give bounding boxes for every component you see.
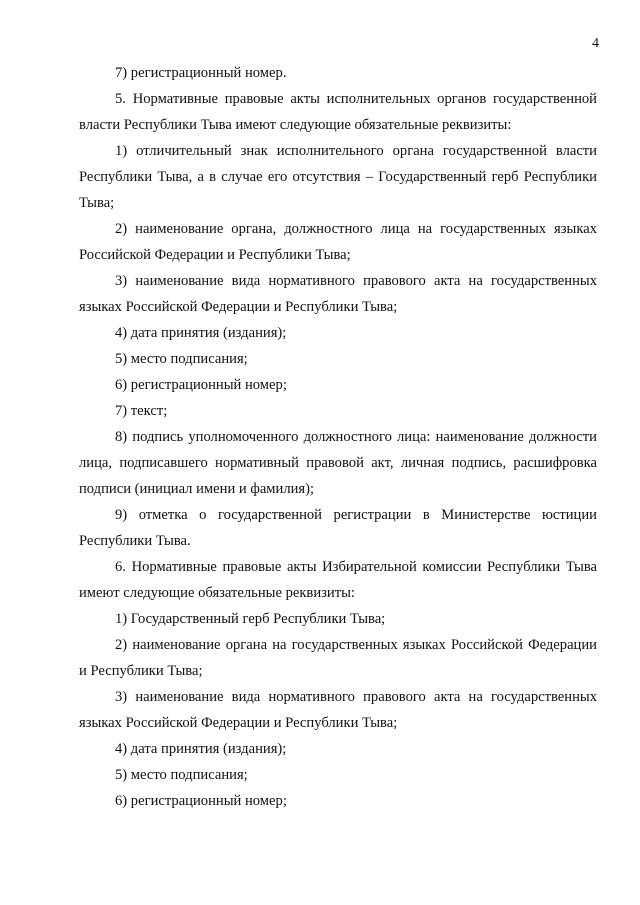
paragraph-s6-item-3: 3) наименование вида нормативного правового акта на государственных языках Российской Федерации и Республики Тыва; [79, 689, 597, 731]
paragraph-s5-item-5: 5) место подписания; [115, 351, 248, 367]
paragraph-s6-item-4: 4) дата принятия (издания); [115, 741, 287, 757]
paragraph-section-6-intro: 6. Нормативные правовые акты Избирательной комиссии Республики Тыва имеют следующие обязательные реквизиты: [79, 559, 597, 601]
paragraph-s5-item-4: 4) дата принятия (издания); [115, 325, 287, 341]
paragraph-s5-item-6: 6) регистрационный номер; [115, 377, 287, 393]
paragraph-s5-item-8: 8) подпись уполномоченного должностного лица: наименование должности лица, подписавшего нормативный правовой акт, личная подпись, расшифровка подписи (инициал имени и фамилия); [79, 429, 597, 497]
paragraph-s6-item-2: 2) наименование органа на государственных языках Российской Федерации и Республики Тыва; [79, 637, 597, 679]
paragraph-section-5-intro: 5. Нормативные правовые акты исполнительных органов государственной власти Республики Тыва имеют следующие обязательные реквизиты: [79, 91, 597, 133]
paragraph-s6-item-6: 6) регистрационный номер; [115, 793, 287, 809]
paragraph-s5-item-3: 3) наименование вида нормативного правового акта на государственных языках Российской Федерации и Республики Тыва; [79, 273, 597, 315]
paragraph-item-7-registration-number: 7) регистрационный номер. [115, 65, 287, 81]
document-body [79, 60, 597, 814]
paragraph-s6-item-5: 5) место подписания; [115, 767, 248, 783]
paragraph-s5-item-2: 2) наименование органа, должностного лица на государственных языках Российской Федерации и Республики Тыва; [79, 221, 597, 263]
paragraph-s5-item-1: 1) отличительный знак исполнительного органа государственной власти Республики Тыва, а в случае его отсутствия – Государственный герб Республики Тыва; [79, 143, 597, 211]
page-number: 4 [592, 36, 599, 51]
paragraph-s5-item-9: 9) отметка о государственной регистрации в Министерстве юстиции Республики Тыва. [79, 507, 597, 549]
paragraph-s6-item-1: 1) Государственный герб Республики Тыва; [115, 611, 386, 627]
paragraph-s5-item-7: 7) текст; [115, 403, 168, 419]
